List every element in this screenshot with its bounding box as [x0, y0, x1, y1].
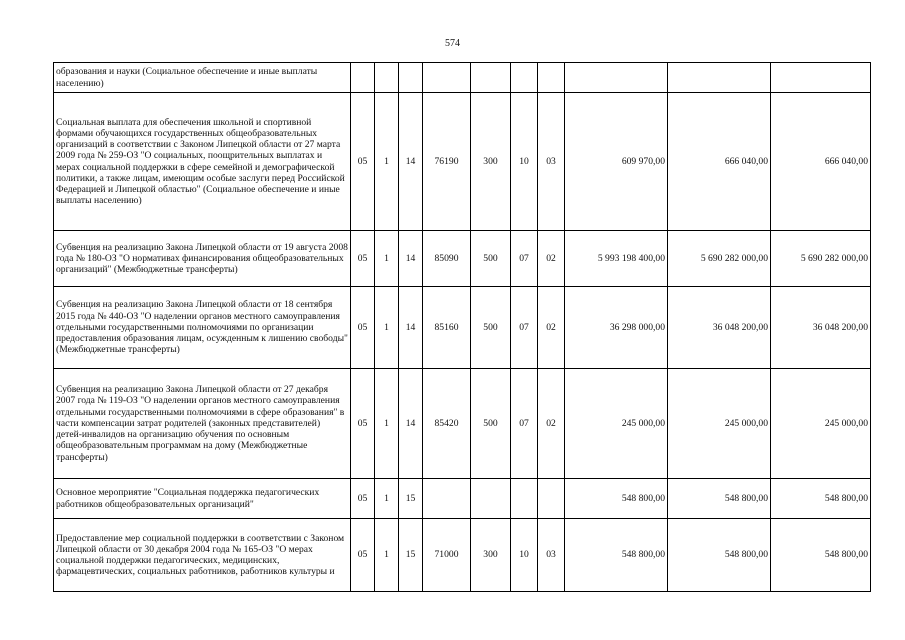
subsection-code: 02 [538, 231, 565, 287]
activity-code: 14 [399, 287, 423, 369]
subsection-code [538, 63, 565, 93]
table-row [54, 231, 871, 287]
table-row [54, 63, 871, 93]
amount-year-3: 245 000,00 [771, 369, 871, 479]
subprogram-code: 1 [375, 287, 399, 369]
amount-year-1 [565, 63, 668, 93]
amount-year-1: 548 800,00 [565, 519, 668, 592]
amount-year-2: 548 800,00 [668, 519, 771, 592]
amount-year-3: 5 690 282 000,00 [771, 231, 871, 287]
amount-year-1: 245 000,00 [565, 369, 668, 479]
amount-year-3: 36 048 200,00 [771, 287, 871, 369]
row-description: Предоставление мер социальной поддержки в соответствии с Законом Липецкой области от 30 декабря 2004 года № 165-ОЗ "О мерах социальной поддержки педагогических, медицинских, фармацевтических, социальных работников, работников культуры и [54, 519, 351, 592]
subsection-code [538, 479, 565, 519]
direction-code: 85160 [423, 287, 471, 369]
amount-year-1: 5 993 198 400,00 [565, 231, 668, 287]
amount-year-1: 36 298 000,00 [565, 287, 668, 369]
amount-year-2 [668, 63, 771, 93]
activity-code: 14 [399, 93, 423, 231]
subprogram-code: 1 [375, 519, 399, 592]
subsection-code: 03 [538, 519, 565, 592]
row-description: Социальная выплата для обеспечения школьной и спортивной формами обучающихся государственных общеобразовательных организаций в соответствии с Законом Липецкой области от 27 марта 2009 года № 259-ОЗ "О социальных, поощрительных выплатах и мерах социальной поддержки в сфере семейной и демографической политики, а также лицам, имеющим особые заслуги перед Российской Федерацией и Липецкой областью" (Социальное обеспечение и иные выплаты населению) [54, 93, 351, 231]
expense-type-code: 300 [471, 93, 511, 231]
section-code: 07 [511, 369, 538, 479]
direction-code: 85420 [423, 369, 471, 479]
program-code: 05 [351, 479, 375, 519]
section-code: 10 [511, 519, 538, 592]
row-description: Субвенция на реализацию Закона Липецкой области от 18 сентября 2015 года № 440-ОЗ "О наделении органов местного самоуправления отдельными государственными полномочиями по организации предоставления образования лицам, осужденным к лишению свободы" (Межбюджетные трансферты) [54, 287, 351, 369]
amount-year-2: 666 040,00 [668, 93, 771, 231]
table-row [54, 479, 871, 519]
amount-year-3: 548 800,00 [771, 519, 871, 592]
subsection-code: 02 [538, 287, 565, 369]
section-code [511, 63, 538, 93]
table-row [54, 287, 871, 369]
row-description: образования и науки (Социальное обеспечение и иные выплаты населению) [54, 63, 351, 93]
program-code: 05 [351, 93, 375, 231]
budget-table [53, 62, 871, 592]
expense-type-code [471, 479, 511, 519]
row-description: Субвенция на реализацию Закона Липецкой области от 19 августа 2008 года № 180-ОЗ "О нормативах финансирования общеобразовательных организаций" (Межбюджетные трансферты) [54, 231, 351, 287]
subprogram-code [375, 63, 399, 93]
program-code: 05 [351, 519, 375, 592]
table-body [54, 63, 871, 592]
program-code [351, 63, 375, 93]
direction-code: 85090 [423, 231, 471, 287]
direction-code: 76190 [423, 93, 471, 231]
row-description: Основное мероприятие "Социальная поддержка педагогических работников общеобразовательных организаций" [54, 479, 351, 519]
activity-code: 15 [399, 479, 423, 519]
amount-year-2: 548 800,00 [668, 479, 771, 519]
amount-year-1: 548 800,00 [565, 479, 668, 519]
expense-type-code [471, 63, 511, 93]
section-code: 07 [511, 231, 538, 287]
direction-code: 71000 [423, 519, 471, 592]
amount-year-2: 36 048 200,00 [668, 287, 771, 369]
section-code: 07 [511, 287, 538, 369]
amount-year-2: 5 690 282 000,00 [668, 231, 771, 287]
expense-type-code: 500 [471, 369, 511, 479]
amount-year-3 [771, 63, 871, 93]
subprogram-code: 1 [375, 479, 399, 519]
direction-code [423, 63, 471, 93]
subprogram-code: 1 [375, 231, 399, 287]
amount-year-3: 548 800,00 [771, 479, 871, 519]
activity-code: 14 [399, 231, 423, 287]
activity-code [399, 63, 423, 93]
expense-type-code: 500 [471, 287, 511, 369]
row-description: Субвенция на реализацию Закона Липецкой области от 27 декабря 2007 года № 119-ОЗ "О наделении органов местного самоуправления отдельными государственными полномочиями в сфере образования" в части компенсации затрат родителей (законных представителей) детей-инвалидов на организацию обучения по основным общеобразовательным программам на дому (Межбюджетные трансферты) [54, 369, 351, 479]
amount-year-2: 245 000,00 [668, 369, 771, 479]
amount-year-3: 666 040,00 [771, 93, 871, 231]
program-code: 05 [351, 369, 375, 479]
activity-code: 14 [399, 369, 423, 479]
subprogram-code: 1 [375, 369, 399, 479]
expense-type-code: 300 [471, 519, 511, 592]
subsection-code: 02 [538, 369, 565, 479]
program-code: 05 [351, 231, 375, 287]
table-row [54, 369, 871, 479]
subsection-code: 03 [538, 93, 565, 231]
section-code [511, 479, 538, 519]
amount-year-1: 609 970,00 [565, 93, 668, 231]
expense-type-code: 500 [471, 231, 511, 287]
table-row [54, 519, 871, 592]
direction-code [423, 479, 471, 519]
activity-code: 15 [399, 519, 423, 592]
section-code: 10 [511, 93, 538, 231]
subprogram-code: 1 [375, 93, 399, 231]
page-number: 574 [445, 38, 460, 49]
program-code: 05 [351, 287, 375, 369]
table-row [54, 93, 871, 231]
